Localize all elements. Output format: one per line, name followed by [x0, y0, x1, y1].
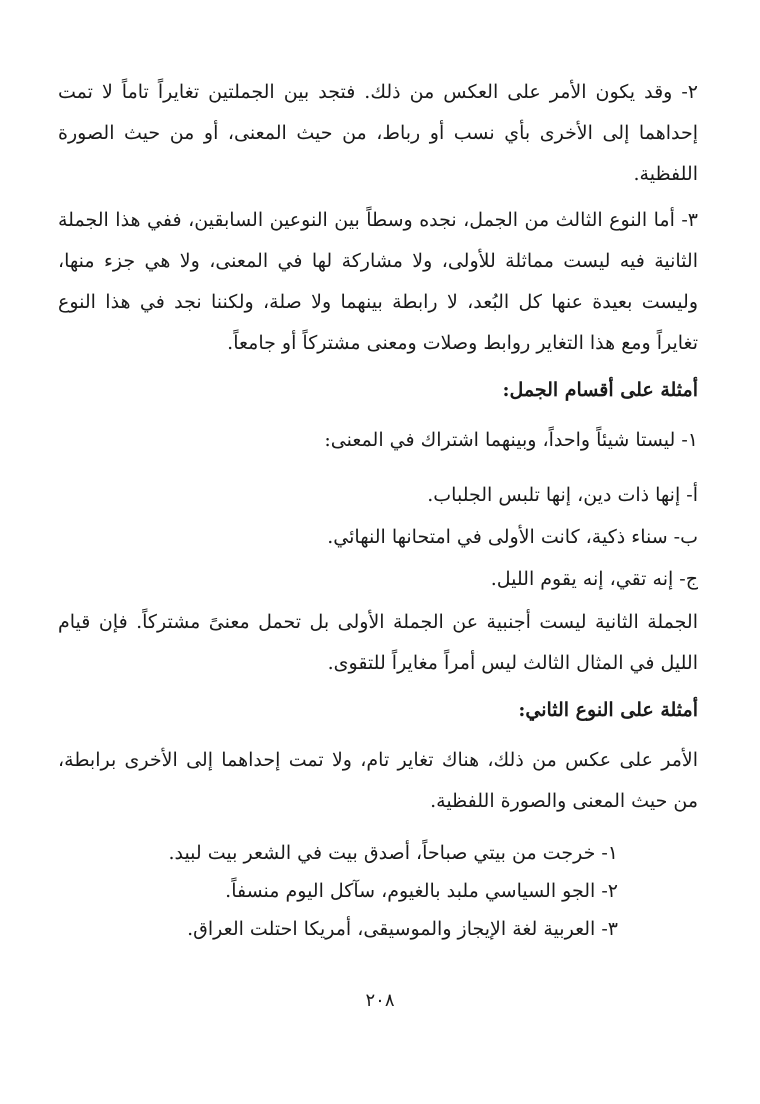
paragraph-type-three: ٣- أما النوع الثالث من الجمل، نجده وسطاً بين النوعين السابقين، ففي هذا الجملة الثانية فيه ليست مماثلة للأولى، ولا مشاركة لها في المعنى، ولا هي جزء منها، وليست بعيدة عنها كل البُعد، لا رابطة بينهما ولا صلة، ولكننا نجد في هذا النوع تغايراً ومع هذا التغاير روابط وصلات ومعنى مشتركاً أو جامعاً. — [58, 209, 698, 354]
example-2: ٢- الجو السياسي ملبد بالغيوم، سآكل اليوم منسفاً. — [225, 880, 618, 902]
example-b: ب- سناء ذكية، كانت الأولى في امتحانها النهائي. — [327, 526, 698, 548]
page-number: ٢٠٨ — [365, 990, 395, 1011]
heading-examples-type-two: أمثلة على النوع الثاني: — [518, 699, 698, 721]
example-c: ج- إنه تقي، إنه يقوم الليل. — [490, 568, 698, 590]
paragraph-type-two-explanation: الأمر على عكس من ذلك، هناك تغاير تام، ولا تمت إحداهما إلى الأخرى برابطة، من حيث المعنى والصورة اللفظية. — [58, 749, 698, 812]
example-3: ٣- العربية لغة الإيجاز والموسيقى، أمريكا احتلت العراق. — [187, 918, 618, 940]
example-group-one-intro: ١- ليستا شيئاً واحداً، وبينهما اشتراك في المعنى: — [324, 429, 698, 451]
paragraph-type-two: ٢- وقد يكون الأمر على العكس من ذلك. فتجد بين الجملتين تغايراً تاماً لا تمت إحداهما إلى الأخرى بأي نسب أو رباط، من حيث المعنى، أو من حيث الصورة اللفظية. — [58, 81, 698, 185]
heading-examples-sentence-types: أمثلة على أقسام الجمل: — [502, 379, 698, 401]
example-1: ١- خرجت من بيتي صباحاً، أصدق بيت في الشعر بيت لبيد. — [168, 842, 618, 864]
example-a: أ- إنها ذات دين، إنها تلبس الجلباب. — [427, 484, 698, 506]
paragraph-explanation: الجملة الثانية ليست أجنبية عن الجملة الأولى بل تحمل معنىً مشتركاً. فإن قيام الليل في المثال الثالث ليس أمراً مغايراً للتقوى. — [58, 611, 698, 674]
